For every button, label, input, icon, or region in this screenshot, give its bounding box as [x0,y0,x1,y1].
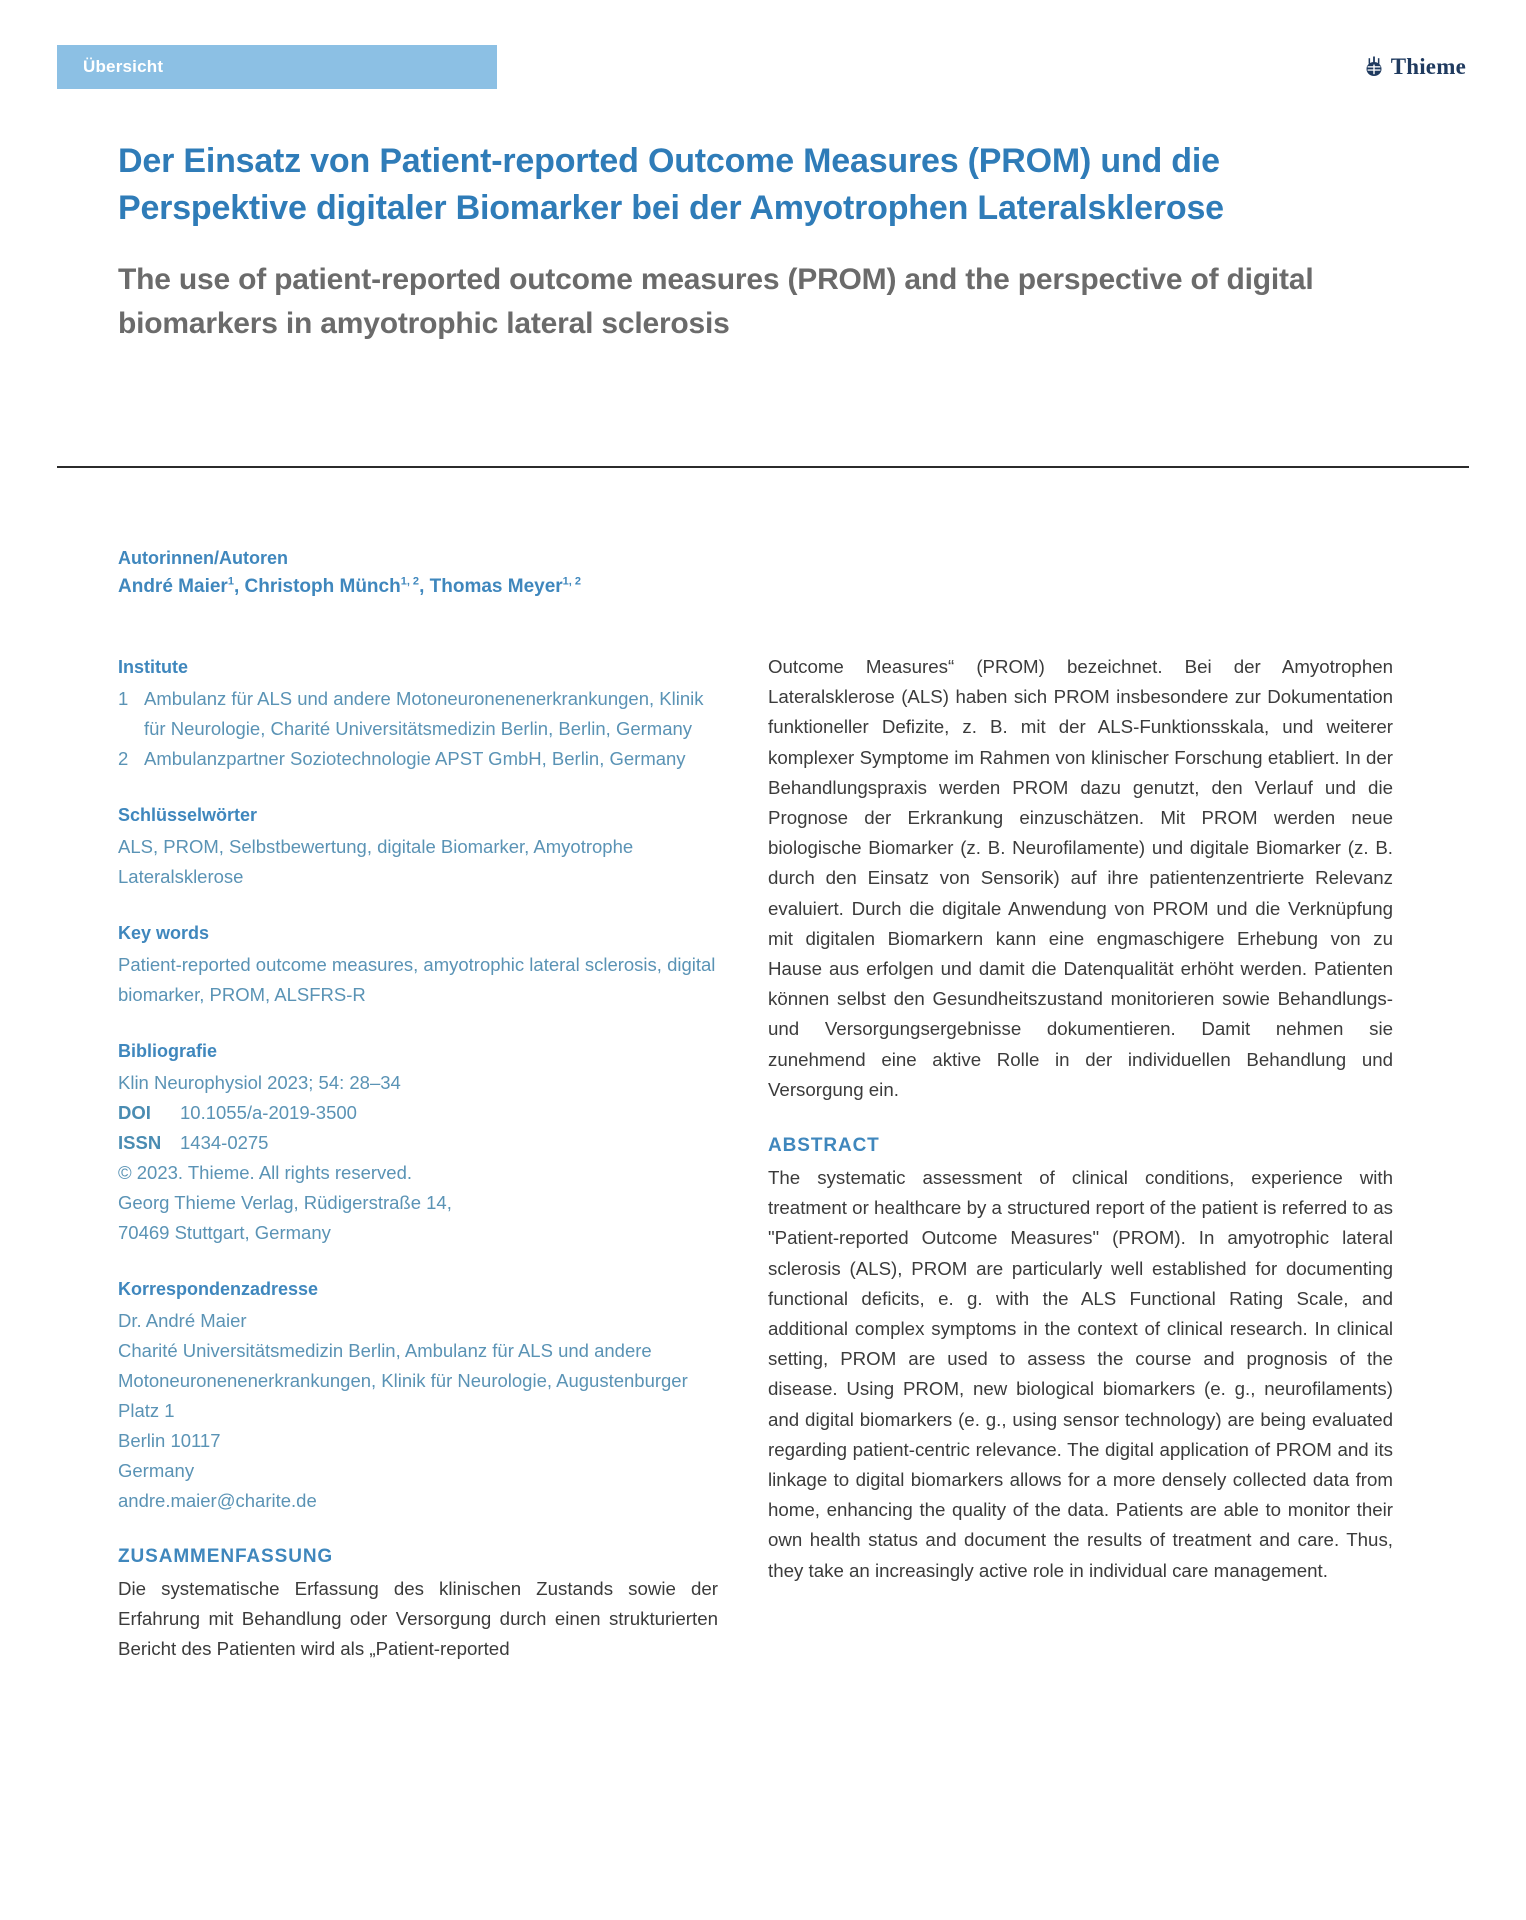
institute-number: 1 [118,688,129,709]
author-separator: , [419,576,430,597]
article-title-block [118,138,1408,346]
doi-value[interactable]: 10.1055/a-2019-3500 [180,1102,357,1123]
left-column [118,652,718,1691]
author-affiliation-marker: 1 [227,575,234,588]
bibliography-section [118,1036,718,1248]
keywords-german-text: ALS, PROM, Selbstbewertung, digitale Biomarker, Amyotrophe Lateralsklerose [118,836,634,887]
institute-number: 2 [118,748,129,769]
publisher-address-line-2: 70469 Stuttgart, Germany [118,1222,331,1243]
copyright-line: © 2023. Thieme. All rights reserved. [118,1162,413,1183]
authors-block [118,544,758,602]
correspondence-affiliation: Charité Universitätsmedizin Berlin, Ambulanz für ALS und andere Motoneuronenenerkrankungen, Klinik für Neurologie, Augustenburger Platz 1 [118,1340,688,1421]
issn-label: ISSN [118,1132,162,1153]
author-name: André Maier [118,576,228,597]
doi-label: DOI [118,1102,151,1123]
publisher-address-line-1: Georg Thieme Verlag, Rüdigerstraße 14, [118,1192,452,1213]
running-head-banner [57,45,497,89]
article-title-english: The use of patient-reported outcome measures (PROM) and the perspective of digital biomarkers in amyotrophic lateral sclerosis [118,263,1314,340]
abstract-german-text-part-2: Outcome Measures“ (PROM) bezeichnet. Bei der Amyotrophen Lateralsklerose (ALS) haben sich PROM insbesondere zur Dokumentation funktioneller Defizite, z. B. mit der ALS-Funktionsskala, und weiterer komplexer Symptome im Rahmen von klinischer Forschung etabliert. In der Behandlungspraxis werden PROM dazu genutzt, den Verlauf und die Prognose der Erkrankung einzuschätzen. Mit PROM werden neue biologische Biomarker (z. B. Neurofilamente) und digitale Biomarker (z. B. durch den Einsatz von Sensorik) auf ihre patientenzentrierte Relevanz evaluiert. Durch die digitale Anwendung von PROM und die Verknüpfung mit digitalen Biomarkern kann eine engmaschigere Erhebung von zu Hause aus erfolgen und damit die Datenqualität erhöht werden. Patienten können selbst den Gesundheitszustand monitorieren sowie Behandlungs- und Versorgungsergebnisse dokumentieren. Damit nehmen sie zunehmend eine aktive Rolle in der individuellen Behandlung und Versorgung ein. [768,656,1393,1100]
authors-list [118,572,758,602]
header-divider-rule [57,466,1469,468]
keywords-english-section [118,918,718,1010]
author-separator: , [233,576,245,597]
correspondence-city: Berlin 10117 [118,1430,221,1451]
author-affiliation-marker: 1, 2 [400,575,420,588]
institute-text: Ambulanz für ALS und andere Motoneuronenenerkrankungen, Klinik für Neurologie, Charité Universitätsmedizin Berlin, Berlin, Germany [144,688,704,739]
author-entry [245,576,420,597]
bibliography-doi-row [118,1098,718,1128]
institute-item [118,684,718,744]
institutes-heading: Institute [118,657,188,677]
publisher-brand [1364,54,1466,80]
correspondence-section [118,1274,718,1516]
keywords-german-section [118,800,718,892]
institute-text: Ambulanzpartner Soziotechnologie APST GmbH, Berlin, Germany [144,748,686,769]
keywords-english-heading: Key words [118,923,210,943]
author-entry [118,576,234,597]
abstract-english-text: The systematic assessment of clinical conditions, experience with treatment or healthcare by a structured report of the patient is referred to as "Patient-reported Outcome Measures" (PROM). In amyotrophic lateral sclerosis (ALS), PROM are particularly well established for documenting functional deficits, e. g. with the ALS Functional Rating Scale, and additional complex symptoms in the context of clinical research. In clinical setting, PROM are used to assess the course and prognosis of the disease. Using PROM, new biological biomarkers (e. g., neurofilaments) and digital biomarkers (e. g., using sensor technology) are being evaluated regarding patient-centric relevance. The digital application of PROM and its linkage to digital biomarkers allows for a more densely collected data from home, enhancing the quality of the data. Patients are able to monitor their own health status and document the results of treatment and care. Thus, they take an increasingly active role in individual care management. [768,1167,1393,1581]
bibliography-heading: Bibliografie [118,1041,218,1061]
article-title-german: Der Einsatz von Patient-reported Outcome Measures (PROM) und die Perspektive digitaler Biomarker bei der Amyotrophen Lateralsklerose [118,142,1224,227]
issn-value: 1434-0275 [180,1132,269,1153]
bibliography-citation: Klin Neurophysiol 2023; 54: 28–34 [118,1072,401,1093]
correspondence-heading: Korrespondenzadresse [118,1279,319,1299]
correspondence-name: Dr. André Maier [118,1310,247,1331]
author-entry [430,576,581,597]
author-name: Christoph Münch [244,576,401,597]
keywords-english-text: Patient-reported outcome measures, amyotrophic lateral sclerosis, digital biomarker, PROM, ALSFRS-R [118,954,716,1005]
correspondence-email[interactable]: andre.maier@charite.de [118,1490,317,1511]
correspondence-country: Germany [118,1460,195,1481]
institute-item [118,744,718,774]
publisher-name: Thieme [1390,54,1466,79]
right-column [768,652,1393,1612]
author-name: Thomas Meyer [429,576,563,597]
bibliography-issn-row [118,1128,718,1158]
abstract-english-section [768,1131,1393,1586]
abstract-german-text-part-1: Die systematische Erfassung des klinischen Zustands sowie der Erfahrung mit Behandlung oder Versorgung durch einen strukturierten Bericht des Patienten wird als „Patient-reported [118,1578,718,1660]
keywords-german-heading: Schlüsselwörter [118,805,258,825]
author-affiliation-marker: 1, 2 [562,575,582,588]
thieme-emblem-icon [1364,56,1384,78]
institutes-section [118,652,718,774]
abstract-english-heading: ABSTRACT [768,1135,880,1157]
abstract-german-section [118,1542,718,1665]
authors-heading: Autorinnen/Autoren [118,548,288,568]
running-head-label: Übersicht [83,57,164,76]
abstract-german-heading: ZUSAMMENFASSUNG [118,1546,334,1567]
